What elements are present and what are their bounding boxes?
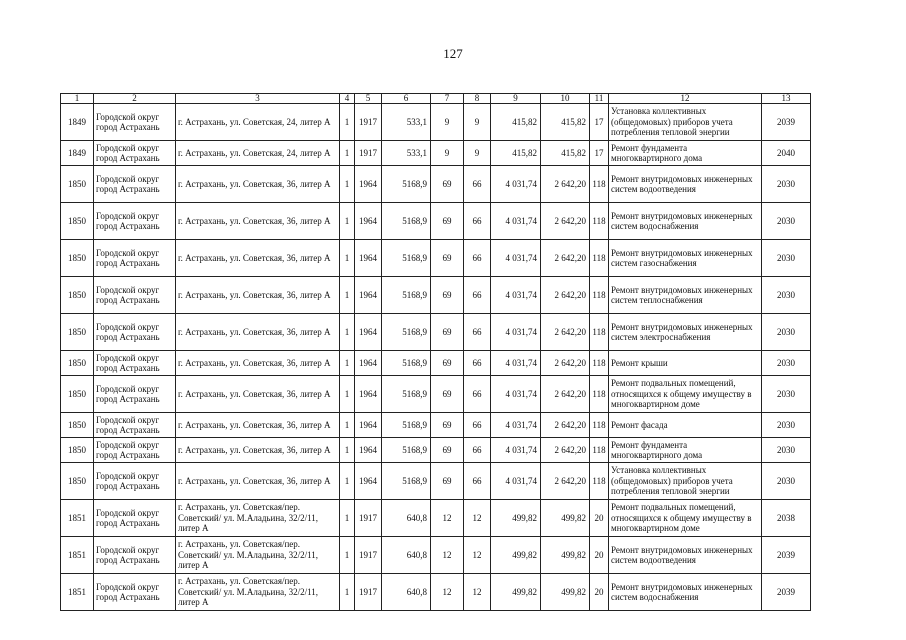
column-header: 12 — [609, 94, 762, 104]
buildings-cell: 1 — [340, 463, 355, 500]
living-area-cell: 415,82 — [491, 104, 541, 141]
living-area-cell: 4 031,74 — [491, 376, 541, 413]
plan-year-cell: 2030 — [762, 463, 811, 500]
area-cell: 533,1 — [382, 141, 431, 166]
plan-year-cell: 2030 — [762, 166, 811, 203]
work-type-cell: Ремонт внутридомовых инженерных систем газоснабжения — [609, 240, 762, 277]
living-area-cell: 4 031,74 — [491, 314, 541, 351]
year-cell: 1964 — [355, 351, 382, 376]
apartments-cell: 12 — [431, 537, 464, 574]
address-cell: г. Астрахань, ул. Советская/пер. Советский/ ул. М.Аладьина, 32/2/11, литер А — [176, 574, 340, 611]
row-number-cell: 1850 — [61, 376, 94, 413]
row-number-cell: 1849 — [61, 104, 94, 141]
plan-year-cell: 2030 — [762, 240, 811, 277]
buildings-cell: 1 — [340, 203, 355, 240]
plan-year-cell: 2039 — [762, 574, 811, 611]
apartments-cell: 69 — [431, 438, 464, 463]
column-header: 3 — [176, 94, 340, 104]
municipality-cell: Городской округ город Астрахань — [94, 166, 176, 203]
capital-repair-table — [60, 93, 811, 611]
residential-area-cell: 499,82 — [541, 500, 590, 537]
plan-year-cell: 2040 — [762, 141, 811, 166]
living-area-cell: 499,82 — [491, 500, 541, 537]
residential-cell: 66 — [464, 376, 491, 413]
municipality-cell: Городской округ город Астрахань — [94, 141, 176, 166]
work-type-cell: Ремонт внутридомовых инженерных систем водоотведения — [609, 166, 762, 203]
municipality-cell: Городской округ город Астрахань — [94, 438, 176, 463]
address-cell: г. Астрахань, ул. Советская/пер. Советский/ ул. М.Аладьина, 32/2/11, литер А — [176, 537, 340, 574]
area-cell: 5168,9 — [382, 166, 431, 203]
residential-area-cell: 499,82 — [541, 537, 590, 574]
living-area-cell: 499,82 — [491, 574, 541, 611]
plan-year-cell: 2038 — [762, 500, 811, 537]
municipality-cell: Городской округ город Астрахань — [94, 376, 176, 413]
buildings-cell: 1 — [340, 438, 355, 463]
column-header: 5 — [355, 94, 382, 104]
year-cell: 1964 — [355, 240, 382, 277]
year-cell: 1917 — [355, 500, 382, 537]
municipality-cell: Городской округ город Астрахань — [94, 351, 176, 376]
work-type-cell: Ремонт внутридомовых инженерных систем водоснабжения — [609, 203, 762, 240]
work-type-cell: Ремонт подвальных помещений, относящихся к общему имуществу в многоквартирном доме — [609, 376, 762, 413]
year-cell: 1964 — [355, 277, 382, 314]
living-area-cell: 4 031,74 — [491, 438, 541, 463]
plan-year-cell: 2030 — [762, 376, 811, 413]
table-row — [61, 413, 811, 438]
municipality-cell: Городской округ город Астрахань — [94, 104, 176, 141]
residents-cell: 20 — [590, 537, 609, 574]
row-number-cell: 1850 — [61, 166, 94, 203]
living-area-cell: 4 031,74 — [491, 463, 541, 500]
residential-area-cell: 499,82 — [541, 574, 590, 611]
residential-cell: 66 — [464, 277, 491, 314]
table-row — [61, 166, 811, 203]
table-row — [61, 314, 811, 351]
buildings-cell: 1 — [340, 240, 355, 277]
residential-cell: 66 — [464, 413, 491, 438]
residential-area-cell: 415,82 — [541, 104, 590, 141]
residential-area-cell: 2 642,20 — [541, 314, 590, 351]
residents-cell: 118 — [590, 240, 609, 277]
area-cell: 5168,9 — [382, 240, 431, 277]
residential-cell: 66 — [464, 463, 491, 500]
table-row — [61, 104, 811, 141]
residential-cell: 66 — [464, 166, 491, 203]
area-cell: 640,8 — [382, 574, 431, 611]
buildings-cell: 1 — [340, 141, 355, 166]
address-cell: г. Астрахань, ул. Советская, 36, литер А — [176, 376, 340, 413]
column-header: 4 — [340, 94, 355, 104]
address-cell: г. Астрахань, ул. Советская, 24, литер А — [176, 104, 340, 141]
residents-cell: 118 — [590, 463, 609, 500]
municipality-cell: Городской округ город Астрахань — [94, 463, 176, 500]
column-header: 11 — [590, 94, 609, 104]
address-cell: г. Астрахань, ул. Советская, 36, литер А — [176, 203, 340, 240]
address-cell: г. Астрахань, ул. Советская/пер. Советский/ ул. М.Аладьина, 32/2/11, литер А — [176, 500, 340, 537]
municipality-cell: Городской округ город Астрахань — [94, 574, 176, 611]
year-cell: 1964 — [355, 166, 382, 203]
residents-cell: 118 — [590, 376, 609, 413]
work-type-cell: Ремонт внутридомовых инженерных систем водоснабжения — [609, 574, 762, 611]
work-type-cell: Ремонт фасада — [609, 413, 762, 438]
table-row — [61, 141, 811, 166]
area-cell: 5168,9 — [382, 463, 431, 500]
residential-cell: 66 — [464, 314, 491, 351]
work-type-cell: Ремонт крыши — [609, 351, 762, 376]
plan-year-cell: 2030 — [762, 203, 811, 240]
address-cell: г. Астрахань, ул. Советская, 36, литер А — [176, 314, 340, 351]
table-row — [61, 240, 811, 277]
buildings-cell: 1 — [340, 314, 355, 351]
year-cell: 1964 — [355, 438, 382, 463]
work-type-cell: Ремонт внутридомовых инженерных систем водоотведения — [609, 537, 762, 574]
column-header: 8 — [464, 94, 491, 104]
area-cell: 5168,9 — [382, 376, 431, 413]
row-number-cell: 1850 — [61, 463, 94, 500]
address-cell: г. Астрахань, ул. Советская, 36, литер А — [176, 413, 340, 438]
column-header: 7 — [431, 94, 464, 104]
address-cell: г. Астрахань, ул. Советская, 36, литер А — [176, 166, 340, 203]
residential-cell: 12 — [464, 500, 491, 537]
row-number-cell: 1850 — [61, 351, 94, 376]
page-number: 127 — [443, 46, 463, 61]
residential-area-cell: 2 642,20 — [541, 166, 590, 203]
row-number-cell: 1850 — [61, 438, 94, 463]
work-type-cell: Установка коллективных (общедомовых) приборов учета потребления тепловой энергии — [609, 463, 762, 500]
area-cell: 5168,9 — [382, 413, 431, 438]
table-row — [61, 277, 811, 314]
apartments-cell: 12 — [431, 500, 464, 537]
municipality-cell: Городской округ город Астрахань — [94, 277, 176, 314]
buildings-cell: 1 — [340, 166, 355, 203]
address-cell: г. Астрахань, ул. Советская, 36, литер А — [176, 438, 340, 463]
living-area-cell: 4 031,74 — [491, 203, 541, 240]
municipality-cell: Городской округ город Астрахань — [94, 537, 176, 574]
residents-cell: 118 — [590, 413, 609, 438]
year-cell: 1964 — [355, 463, 382, 500]
area-cell: 5168,9 — [382, 203, 431, 240]
address-cell: г. Астрахань, ул. Советская, 36, литер А — [176, 463, 340, 500]
area-cell: 5168,9 — [382, 314, 431, 351]
apartments-cell: 12 — [431, 574, 464, 611]
row-number-cell: 1850 — [61, 277, 94, 314]
table-row — [61, 463, 811, 500]
row-number-cell: 1850 — [61, 413, 94, 438]
year-cell: 1917 — [355, 104, 382, 141]
living-area-cell: 4 031,74 — [491, 413, 541, 438]
residents-cell: 118 — [590, 277, 609, 314]
plan-year-cell: 2039 — [762, 537, 811, 574]
area-cell: 5168,9 — [382, 351, 431, 376]
address-cell: г. Астрахань, ул. Советская, 36, литер А — [176, 277, 340, 314]
work-type-cell: Ремонт подвальных помещений, относящихся к общему имуществу в многоквартирном доме — [609, 500, 762, 537]
row-number-cell: 1850 — [61, 314, 94, 351]
plan-year-cell: 2039 — [762, 104, 811, 141]
row-number-cell: 1851 — [61, 500, 94, 537]
residential-area-cell: 2 642,20 — [541, 351, 590, 376]
living-area-cell: 499,82 — [491, 537, 541, 574]
buildings-cell: 1 — [340, 537, 355, 574]
apartments-cell: 69 — [431, 240, 464, 277]
plan-year-cell: 2030 — [762, 277, 811, 314]
residential-cell: 9 — [464, 141, 491, 166]
residential-area-cell: 2 642,20 — [541, 413, 590, 438]
municipality-cell: Городской округ город Астрахань — [94, 500, 176, 537]
year-cell: 1964 — [355, 314, 382, 351]
buildings-cell: 1 — [340, 277, 355, 314]
residents-cell: 118 — [590, 166, 609, 203]
residents-cell: 118 — [590, 351, 609, 376]
residential-cell: 9 — [464, 104, 491, 141]
table-row — [61, 376, 811, 413]
table-row — [61, 203, 811, 240]
buildings-cell: 1 — [340, 104, 355, 141]
residential-area-cell: 2 642,20 — [541, 240, 590, 277]
municipality-cell: Городской округ город Астрахань — [94, 413, 176, 438]
apartments-cell: 69 — [431, 277, 464, 314]
row-number-cell: 1851 — [61, 574, 94, 611]
column-header: 6 — [382, 94, 431, 104]
apartments-cell: 9 — [431, 104, 464, 141]
row-number-cell: 1851 — [61, 537, 94, 574]
row-number-cell: 1850 — [61, 240, 94, 277]
residents-cell: 20 — [590, 574, 609, 611]
address-cell: г. Астрахань, ул. Советская, 24, литер А — [176, 141, 340, 166]
table-row — [61, 537, 811, 574]
table-row — [61, 438, 811, 463]
residential-area-cell: 2 642,20 — [541, 438, 590, 463]
apartments-cell: 69 — [431, 203, 464, 240]
row-number-cell: 1849 — [61, 141, 94, 166]
row-number-cell: 1850 — [61, 203, 94, 240]
buildings-cell: 1 — [340, 351, 355, 376]
year-cell: 1964 — [355, 413, 382, 438]
work-type-cell: Установка коллективных (общедомовых) приборов учета потребления тепловой энергии — [609, 104, 762, 141]
municipality-cell: Городской округ город Астрахань — [94, 314, 176, 351]
year-cell: 1964 — [355, 203, 382, 240]
municipality-cell: Городской округ город Астрахань — [94, 240, 176, 277]
year-cell: 1917 — [355, 574, 382, 611]
living-area-cell: 4 031,74 — [491, 351, 541, 376]
year-cell: 1964 — [355, 376, 382, 413]
column-header: 2 — [94, 94, 176, 104]
work-type-cell: Ремонт фундамента многоквартирного дома — [609, 438, 762, 463]
living-area-cell: 4 031,74 — [491, 166, 541, 203]
apartments-cell: 69 — [431, 376, 464, 413]
buildings-cell: 1 — [340, 500, 355, 537]
plan-year-cell: 2030 — [762, 314, 811, 351]
residential-area-cell: 2 642,20 — [541, 376, 590, 413]
table-row — [61, 500, 811, 537]
area-cell: 640,8 — [382, 500, 431, 537]
residential-area-cell: 2 642,20 — [541, 203, 590, 240]
residential-area-cell: 415,82 — [541, 141, 590, 166]
residents-cell: 118 — [590, 314, 609, 351]
table-row — [61, 574, 811, 611]
residents-cell: 17 — [590, 104, 609, 141]
residents-cell: 118 — [590, 203, 609, 240]
area-cell: 640,8 — [382, 537, 431, 574]
apartments-cell: 69 — [431, 314, 464, 351]
residential-cell: 66 — [464, 240, 491, 277]
residents-cell: 20 — [590, 500, 609, 537]
municipality-cell: Городской округ город Астрахань — [94, 203, 176, 240]
residential-area-cell: 2 642,20 — [541, 463, 590, 500]
apartments-cell: 9 — [431, 141, 464, 166]
living-area-cell: 4 031,74 — [491, 240, 541, 277]
residential-cell: 12 — [464, 537, 491, 574]
apartments-cell: 69 — [431, 413, 464, 438]
area-cell: 5168,9 — [382, 438, 431, 463]
residential-area-cell: 2 642,20 — [541, 277, 590, 314]
buildings-cell: 1 — [340, 376, 355, 413]
work-type-cell: Ремонт фундамента многоквартирного дома — [609, 141, 762, 166]
residential-cell: 66 — [464, 203, 491, 240]
apartments-cell: 69 — [431, 463, 464, 500]
column-header: 9 — [491, 94, 541, 104]
plan-year-cell: 2030 — [762, 438, 811, 463]
living-area-cell: 4 031,74 — [491, 277, 541, 314]
residents-cell: 118 — [590, 438, 609, 463]
plan-year-cell: 2030 — [762, 351, 811, 376]
apartments-cell: 69 — [431, 351, 464, 376]
year-cell: 1917 — [355, 141, 382, 166]
column-number-row — [61, 94, 811, 104]
plan-year-cell: 2030 — [762, 413, 811, 438]
address-cell: г. Астрахань, ул. Советская, 36, литер А — [176, 351, 340, 376]
address-cell: г. Астрахань, ул. Советская, 36, литер А — [176, 240, 340, 277]
year-cell: 1917 — [355, 537, 382, 574]
table-row — [61, 351, 811, 376]
residential-cell: 66 — [464, 351, 491, 376]
column-header: 10 — [541, 94, 590, 104]
table-body — [61, 104, 811, 611]
residential-cell: 12 — [464, 574, 491, 611]
work-type-cell: Ремонт внутридомовых инженерных систем теплоснабжения — [609, 277, 762, 314]
residential-cell: 66 — [464, 438, 491, 463]
column-header: 1 — [61, 94, 94, 104]
work-type-cell: Ремонт внутридомовых инженерных систем электроснабжения — [609, 314, 762, 351]
living-area-cell: 415,82 — [491, 141, 541, 166]
buildings-cell: 1 — [340, 574, 355, 611]
area-cell: 533,1 — [382, 104, 431, 141]
apartments-cell: 69 — [431, 166, 464, 203]
column-header: 13 — [762, 94, 811, 104]
area-cell: 5168,9 — [382, 277, 431, 314]
residents-cell: 17 — [590, 141, 609, 166]
buildings-cell: 1 — [340, 413, 355, 438]
